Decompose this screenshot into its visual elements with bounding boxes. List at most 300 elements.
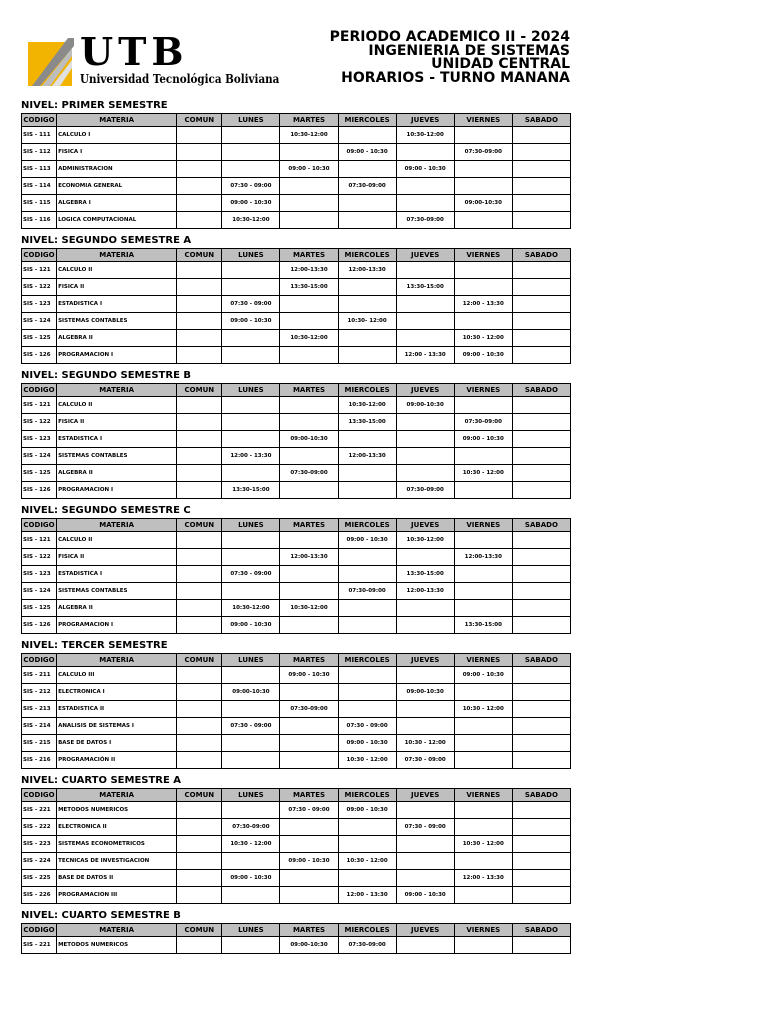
table-row [22,667,571,684]
schedule-cell [338,127,396,144]
table-row [22,752,571,769]
schedule-cell [396,448,454,465]
level-title: NIVEL: SEGUNDO SEMESTRE A [21,235,192,246]
course-code: SIS - 213 [22,701,57,718]
schedule-cell [512,853,570,870]
course-code: SIS - 125 [22,600,57,617]
course-code: SIS - 212 [22,684,57,701]
schedule-cell: 12:00 - 13:30 [338,887,396,904]
schedule-cell [396,330,454,347]
schedule-cell [512,549,570,566]
schedule-cell [396,617,454,634]
schedule-cell [222,397,280,414]
table-row [22,802,571,819]
level-title: NIVEL: PRIMER SEMESTRE [21,100,168,111]
table-row [22,144,571,161]
level-title: NIVEL: TERCER SEMESTRE [21,640,168,651]
schedule-cell [338,465,396,482]
schedule-cell [396,870,454,887]
schedule-cell: 09:00 - 10:30 [280,667,338,684]
schedule-cell [396,414,454,431]
schedule-cell [280,397,338,414]
course-name: FISICA II [57,279,177,296]
course-code: SIS - 124 [22,313,57,330]
schedule-cell [454,448,512,465]
schedule-cell [280,870,338,887]
schedule-cell: 07:30 - 09:00 [222,566,280,583]
schedule-cell [396,836,454,853]
schedule-cell [222,752,280,769]
schedule-cell: 07:30-09:00 [454,144,512,161]
course-code: SIS - 123 [22,431,57,448]
schedule-cell [280,887,338,904]
schedule-cell: 07:30 - 09:00 [222,178,280,195]
schedule-cell: 12:00-13:30 [280,262,338,279]
schedule-cell: 12:00 - 13:30 [222,448,280,465]
schedule-cell [177,161,222,178]
table-row [22,937,571,954]
schedule-cell [338,330,396,347]
table-row [22,532,571,549]
schedule-cell: 10:30-12:00 [396,127,454,144]
column-header: COMUN [177,789,222,802]
course-code: SIS - 223 [22,836,57,853]
table-row [22,701,571,718]
column-header: MIERCOLES [338,384,396,397]
schedule-cell: 10:30 - 12:00 [338,853,396,870]
schedule-cell [280,313,338,330]
table-row [22,870,571,887]
schedule-cell [454,482,512,499]
schedule-cell [454,583,512,600]
course-name: ESTADISTICA I [57,431,177,448]
table-row [22,735,571,752]
course-code: SIS - 215 [22,735,57,752]
level-section [21,774,571,909]
column-header: JUEVES [396,519,454,532]
schedule-cell [338,701,396,718]
schedule-cell [177,887,222,904]
course-name: CALCULO I [57,127,177,144]
schedule-cell [338,667,396,684]
schedule-cell: 07:30-09:00 [396,212,454,229]
course-name: FISICA II [57,414,177,431]
schedule-cell [177,583,222,600]
schedule-cell: 10:30 - 12:00 [396,735,454,752]
course-name: PROGRAMACION I [57,347,177,364]
schedule-cell [454,532,512,549]
logo-acronym: UTB [80,29,189,74]
course-code: SIS - 222 [22,819,57,836]
schedule-cell [338,279,396,296]
schedule-cell [396,431,454,448]
schedule-cell: 09:00 - 10:30 [338,802,396,819]
level-section [21,909,571,959]
schedule-cell [396,718,454,735]
table-header-row [22,384,571,397]
schedule-cell [177,127,222,144]
schedule-cell: 09:00 - 10:30 [454,431,512,448]
column-header: LUNES [222,114,280,127]
column-header: VIERNES [454,384,512,397]
course-name: CALCULO II [57,397,177,414]
table-row [22,566,571,583]
schedule-cell [338,431,396,448]
schedule-cell [222,262,280,279]
column-header: COMUN [177,924,222,937]
schedule-cell [177,262,222,279]
column-header: MARTES [280,384,338,397]
schedule-table [21,383,571,499]
column-header: MATERIA [57,114,177,127]
schedule-cell: 10:30-12:00 [280,600,338,617]
schedule-cell [177,853,222,870]
course-code: SIS - 121 [22,532,57,549]
table-row [22,397,571,414]
course-name: ALGEBRA II [57,465,177,482]
course-name: SISTEMAS CONTABLES [57,313,177,330]
table-header-row [22,114,571,127]
course-code: SIS - 226 [22,887,57,904]
schedule-cell [338,296,396,313]
schedule-cell [222,431,280,448]
schedule-cell: 13:30-15:00 [280,279,338,296]
schedule-cell [512,448,570,465]
course-name: CALCULO III [57,667,177,684]
table-row [22,836,571,853]
schedule-cell [280,195,338,212]
schedule-cell [177,802,222,819]
schedule-title: HORARIOS - TURNO MANANA [341,69,570,86]
schedule-cell [222,144,280,161]
schedule-cell: 13:30-15:00 [222,482,280,499]
schedule-cell [454,752,512,769]
table-row [22,212,571,229]
schedule-cell [177,296,222,313]
schedule-cell [177,212,222,229]
column-header: MIERCOLES [338,924,396,937]
schedule-cell [177,465,222,482]
course-name: CALCULO II [57,262,177,279]
column-header: CODIGO [22,789,57,802]
schedule-cell [512,178,570,195]
schedule-cell: 09:00-10:30 [396,684,454,701]
schedule-cell [338,819,396,836]
course-code: SIS - 121 [22,397,57,414]
schedule-cell [338,617,396,634]
column-header: COMUN [177,249,222,262]
course-name: PROGRAMACION I [57,482,177,499]
column-header: LUNES [222,924,280,937]
column-header: JUEVES [396,114,454,127]
table-row [22,684,571,701]
schedule-table [21,788,571,904]
course-code: SIS - 112 [22,144,57,161]
course-name: ALGEBRA II [57,330,177,347]
schedule-cell [512,752,570,769]
schedule-cell [396,667,454,684]
schedule-cell: 09:00-10:30 [280,431,338,448]
schedule-cell: 12:00-13:30 [338,448,396,465]
schedule-cell: 12:00-13:30 [454,549,512,566]
schedule-table [21,518,571,634]
schedule-cell: 09:00-10:30 [454,195,512,212]
schedule-cell [338,549,396,566]
schedule-cell: 10:30 - 12:00 [454,836,512,853]
schedule-cell [396,178,454,195]
schedule-cell [222,583,280,600]
column-header: JUEVES [396,789,454,802]
schedule-cell: 07:30 - 09:00 [338,718,396,735]
schedule-cell [454,566,512,583]
schedule-cell [222,735,280,752]
schedule-cell [222,937,280,954]
schedule-cell [396,937,454,954]
schedule-cell [512,482,570,499]
column-header: MARTES [280,519,338,532]
schedule-cell [177,600,222,617]
course-code: SIS - 214 [22,718,57,735]
column-header: MARTES [280,789,338,802]
document-header [330,31,570,85]
schedule-cell [512,701,570,718]
schedule-table [21,113,571,229]
level-section [21,234,571,369]
schedule-cell [177,347,222,364]
schedule-cell: 10:30 - 12:00 [454,465,512,482]
schedule-cell: 09:00 - 10:30 [222,617,280,634]
schedule-cell [280,684,338,701]
schedule-cell: 07:30 - 09:00 [280,802,338,819]
course-code: SIS - 123 [22,296,57,313]
column-header: SABADO [512,654,570,667]
schedule-cell [512,465,570,482]
schedule-cell [396,465,454,482]
schedule-cell [338,347,396,364]
course-name: SISTEMAS CONTABLES [57,448,177,465]
column-header: MATERIA [57,924,177,937]
schedule-cell: 09:00 - 10:30 [454,667,512,684]
schedule-cell [177,566,222,583]
schedule-cell [222,330,280,347]
course-name: BASE DE DATOS II [57,870,177,887]
schedule-cell [280,296,338,313]
course-name: ANALISIS DE SISTEMAS I [57,718,177,735]
course-code: SIS - 123 [22,566,57,583]
table-row [22,313,571,330]
column-header: COMUN [177,654,222,667]
schedule-cell: 12:00 - 13:30 [396,347,454,364]
course-code: SIS - 225 [22,870,57,887]
schedule-cell [512,718,570,735]
course-code: SIS - 121 [22,262,57,279]
schedule-cell [177,735,222,752]
course-code: SIS - 221 [22,937,57,954]
column-header: LUNES [222,654,280,667]
schedule-cell [512,262,570,279]
schedule-cell [177,617,222,634]
schedule-cell: 09:00-10:30 [396,397,454,414]
column-header: MARTES [280,924,338,937]
schedule-cell [454,127,512,144]
schedule-cell [222,802,280,819]
schedule-cell: 13:30-15:00 [396,566,454,583]
table-row [22,127,571,144]
schedule-cell [454,853,512,870]
schedule-cell [280,178,338,195]
schedule-cell [177,482,222,499]
schedule-cell [338,195,396,212]
course-name: LOGICA COMPUTACIONAL [57,212,177,229]
column-header: VIERNES [454,789,512,802]
schedule-cell [222,127,280,144]
schedule-cell: 10:30 - 12:00 [222,836,280,853]
schedule-cell [280,819,338,836]
table-row [22,887,571,904]
schedule-cell [177,819,222,836]
level-section [21,99,571,234]
level-title: NIVEL: SEGUNDO SEMESTRE B [21,370,191,381]
schedule-cell [338,836,396,853]
schedule-cell: 12:00 - 13:30 [454,296,512,313]
schedule-cell [338,161,396,178]
schedule-cell: 12:00-13:30 [338,262,396,279]
schedule-cell [454,279,512,296]
schedule-cell [222,667,280,684]
academic-period: PERIODO ACADEMICO II - 2024 [329,29,570,45]
schedule-cell [512,161,570,178]
course-code: SIS - 125 [22,465,57,482]
column-header: JUEVES [396,249,454,262]
schedule-cell [177,448,222,465]
schedule-cell [338,566,396,583]
schedule-cell [280,566,338,583]
column-header: MARTES [280,114,338,127]
schedule-cell [280,617,338,634]
schedule-cell [396,195,454,212]
column-header: JUEVES [396,384,454,397]
schedule-cell: 10:30-12:00 [338,397,396,414]
column-header: LUNES [222,519,280,532]
schedule-cell [512,414,570,431]
column-header: VIERNES [454,114,512,127]
schedule-cell [222,161,280,178]
schedule-cell: 10:30 - 12:00 [454,330,512,347]
table-row [22,161,571,178]
schedule-cell [454,735,512,752]
column-header: CODIGO [22,519,57,532]
schedule-cell: 09:00 - 10:30 [338,735,396,752]
table-row [22,482,571,499]
schedule-cell: 10:30 - 12:00 [338,752,396,769]
column-header: VIERNES [454,249,512,262]
table-row [22,819,571,836]
course-code: SIS - 113 [22,161,57,178]
column-header: SABADO [512,114,570,127]
table-row [22,414,571,431]
schedule-cell [512,735,570,752]
course-name: ALGEBRA II [57,600,177,617]
column-header: LUNES [222,384,280,397]
column-header: COMUN [177,519,222,532]
course-name: FISICA II [57,549,177,566]
schedule-cell [396,802,454,819]
schedule-cell: 09:00-10:30 [222,684,280,701]
level-section [21,369,571,504]
schedule-cell [338,870,396,887]
schedule-cell [396,296,454,313]
schedule-cell [280,752,338,769]
campus-name: UNIDAD CENTRAL [431,56,570,72]
schedule-cell [222,532,280,549]
table-row [22,347,571,364]
schedule-cell: 09:00 - 10:30 [280,853,338,870]
course-name: ESTADISTICA I [57,296,177,313]
column-header: MIERCOLES [338,789,396,802]
schedule-cell [177,752,222,769]
schedule-cell [177,397,222,414]
schedule-cell: 09:00 - 10:30 [222,313,280,330]
schedule-cell: 07:30-09:00 [338,937,396,954]
schedule-cell [512,431,570,448]
schedule-cell [177,937,222,954]
course-code: SIS - 211 [22,667,57,684]
course-code: SIS - 216 [22,752,57,769]
course-name: FISICA I [57,144,177,161]
schedule-table [21,923,571,954]
schedule-cell [280,212,338,229]
table-row [22,431,571,448]
schedule-cell [280,735,338,752]
schedule-cell [512,667,570,684]
column-header: MIERCOLES [338,519,396,532]
schedule-cell [177,684,222,701]
course-name: PROGRAMACION III [57,887,177,904]
table-row [22,262,571,279]
schedule-cell [512,144,570,161]
schedule-cell [177,178,222,195]
schedule-cell [222,701,280,718]
schedule-cell [280,718,338,735]
course-code: SIS - 126 [22,482,57,499]
schedule-cell: 13:30-15:00 [454,617,512,634]
schedule-cell [177,718,222,735]
schedule-cell [222,465,280,482]
schedule-cell [280,836,338,853]
table-row [22,330,571,347]
schedule-cell [454,819,512,836]
column-header: LUNES [222,789,280,802]
schedule-cell [454,313,512,330]
column-header: MATERIA [57,519,177,532]
column-header: MATERIA [57,384,177,397]
table-row [22,465,571,482]
course-name: ESTADISTICA I [57,566,177,583]
schedule-cell [454,684,512,701]
schedule-cell [280,144,338,161]
schedule-cell [222,549,280,566]
table-row [22,279,571,296]
schedule-cell: 10:30-12:00 [280,127,338,144]
schedule-cell: 07:30-09:00 [280,701,338,718]
course-name: SISTEMAS CONTABLES [57,583,177,600]
schedule-cell [454,600,512,617]
schedule-cell [512,397,570,414]
schedule-table [21,248,571,364]
course-code: SIS - 124 [22,583,57,600]
schedule-cell: 07:30-09:00 [396,482,454,499]
course-code: SIS - 126 [22,617,57,634]
